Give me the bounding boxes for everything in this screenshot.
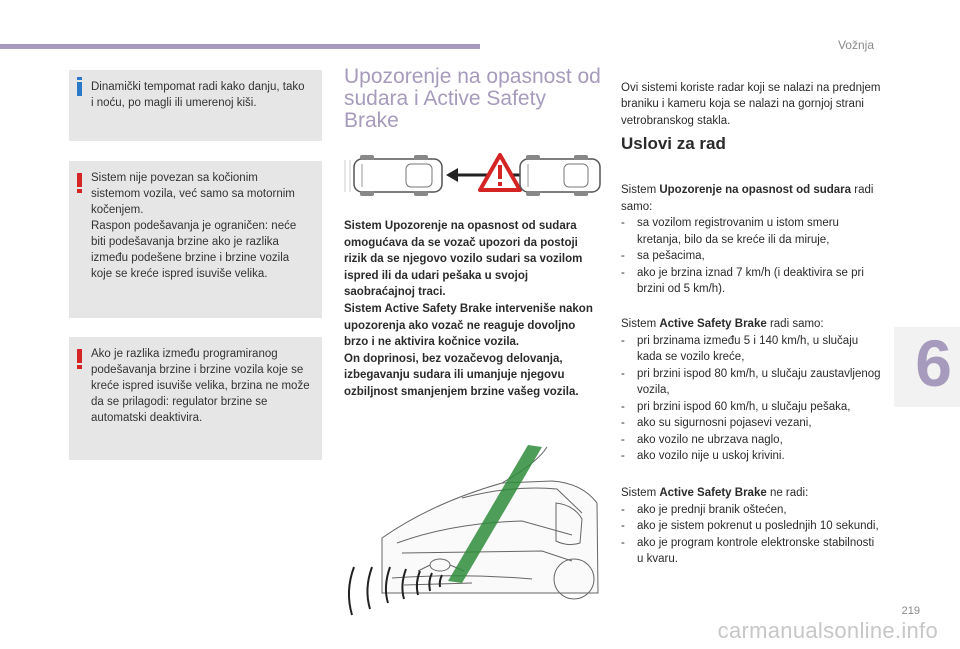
collision-warning-illustration (342, 152, 602, 198)
note-text: Dinamički tempomat radi kako danju, tako i noću, po magli ili umerenoj kiši. (91, 81, 305, 109)
system-name: Active Safety Brake (659, 318, 767, 330)
info-icon (77, 82, 82, 96)
list-item: - pri brzini ispod 80 km/h, u slučaju zaustavljenog vozila, (621, 366, 881, 399)
section-name: Vožnja (837, 38, 874, 52)
page-number: 219 (901, 605, 920, 617)
note-text: Ako je razlika između programiranog podešavanja brzine i brzine vozila koje se kreće ispred isuviše velika, brzina ne može da se prilagodi: regulator brzine se automatski deaktivira. (91, 348, 310, 424)
note-warning (69, 161, 322, 318)
list-item: - pri brzini ispod 60 km/h, u slučaju pešaka, (621, 399, 881, 416)
subheading: Uslovi za rad (621, 134, 726, 153)
list-item: - ako je program kontrole elektronske stabilnosti u kvaru. (621, 535, 881, 568)
radar-text: Ovi sistemi koriste radar koji se nalazi na prednjem braniku i kameru koja se nalazi na gornjoj strani vetrobranskog stakla. (621, 81, 881, 127)
block-prefix: Sistem (621, 184, 660, 196)
rear-vehicle-icon (345, 155, 442, 196)
condition-block-2 (621, 316, 881, 465)
collision-warning-triangle-icon (480, 155, 520, 190)
note-text: Sistem nije povezan sa kočionim sistemom vozila, već samo sa motornim kočenjem. Raspon podešavanja je ograničen: neće biti podešavanja brzine ako je razlika između podešene brzine i brzine vozila koje se kreće ispred isuviše velika. (91, 172, 297, 280)
list-item: - ako su sigurnosni pojasevi vezani, (621, 415, 881, 432)
warning-icon (77, 349, 82, 363)
list-item: - ako vozilo ne ubrzava naglo, (621, 432, 881, 449)
list-item: - sa pešacima, (621, 248, 881, 265)
vehicle-radar-illustration (342, 443, 600, 623)
block-suffix: radi samo: (621, 184, 874, 213)
warning-icon (77, 173, 82, 187)
list-item: - pri brzinama između 5 i 140 km/h, u slučaju kada se vozilo kreće, (621, 333, 881, 366)
list-item: - ako je prednji branik oštećen, (621, 502, 881, 519)
intro-text: Sistem Upozorenje na opasnost od sudara omogućava da se vozač upozori da postoji rizik da se njegovo vozilo sudari sa vozilom ispred ili da udari pešaka u svojoj saobraćajnoj traci. Sistem Active Safety Brake interveniše nakon upozorenja ako vozač ne reaguje dovoljno brzo i ne aktivira kočnice vozila. On doprinosi, bez vozačevog delovanja, izbegavanju sudara ili umanjuje njegovu ozbiljnost smanjenjem brzine vašeg vozila. (344, 220, 593, 398)
list-item: - ako je sistem pokrenut u poslednjih 10 sekundi, (621, 518, 881, 535)
note-warning (69, 337, 322, 460)
block-prefix: Sistem (621, 318, 660, 330)
note-info (69, 70, 322, 141)
list-item: - sa vozilom registrovanim u istom smeru kretanja, bilo da se kreće ili da miruje, (621, 215, 881, 248)
front-vehicle-icon (520, 155, 600, 196)
list-item: - ako je brzina iznad 7 km/h (i deaktivira se pri brzini od 5 km/h). (621, 265, 881, 298)
condition-block-3 (621, 485, 881, 568)
system-name: Upozorenje na opasnost od sudara (659, 184, 852, 196)
list-item: - ako vozilo nije u uskoj krivini. (621, 448, 881, 465)
block-prefix: Sistem (621, 487, 660, 499)
system-name: Active Safety Brake (659, 487, 767, 499)
watermark: carmanualsonline.info (717, 618, 938, 643)
block-suffix: ne radi: (766, 487, 809, 499)
block-suffix: radi samo: (766, 318, 824, 330)
top-accent-bar (0, 44, 480, 49)
page-title: Upozorenje na opasnost od sudara i Active Safety Brake (344, 65, 601, 132)
chapter-number: 6 (915, 326, 952, 400)
condition-block-1 (621, 182, 881, 298)
